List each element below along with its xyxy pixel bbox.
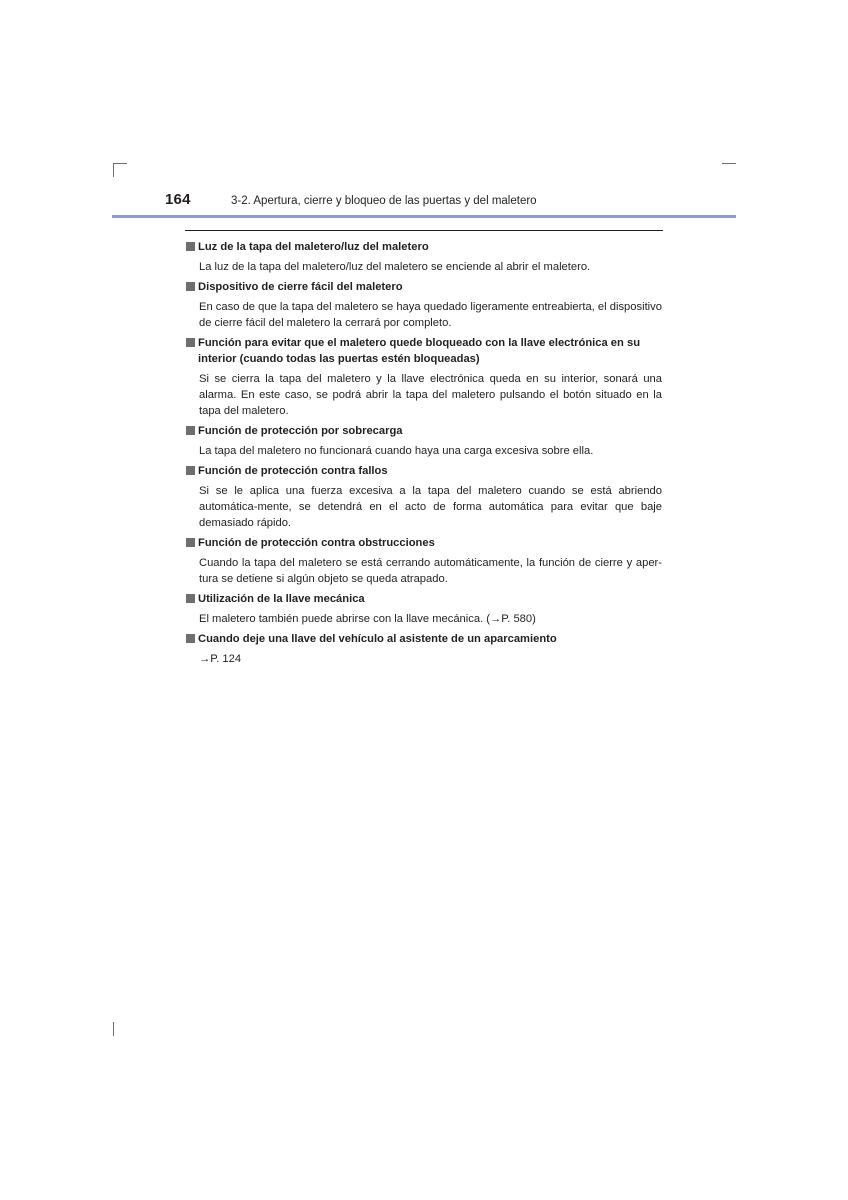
section-body: Si se cierra la tapa del maletero y la llave electrónica queda en su interior, sonará una alarma. En este caso, se podrá abrir la tapa del maletero pulsando el botón situado en la tapa del maletero. (199, 373, 662, 417)
section-body: La luz de la tapa del maletero/luz del maletero se enciende al abrir el maletero. (199, 261, 591, 273)
crop-mark-top-right-horizontal (722, 163, 736, 164)
section-heading (186, 535, 662, 551)
square-bullet-icon (186, 594, 195, 603)
crop-mark-bottom-left-vertical (113, 1022, 114, 1036)
square-bullet-icon (186, 426, 195, 435)
section-trunk-light (186, 239, 662, 275)
section-heading (186, 335, 662, 367)
section-body: Cuando la tapa del maletero se está cerrando automáticamente, la función de cierre y aper-tura se detiene si algún objeto se queda atrapado. (199, 557, 662, 585)
content-top-rule (185, 230, 663, 231)
square-bullet-icon (186, 282, 195, 291)
section-heading (186, 423, 662, 439)
section-heading-text: Función para evitar que el maletero quede bloqueado con la llave electrónica en su interior (cuando todas las puertas estén bloqueadas) (198, 337, 641, 365)
crop-mark-top-left-vertical (113, 163, 114, 177)
section-valet-key (186, 631, 662, 667)
content-area (186, 239, 662, 671)
section-obstruction-protection (186, 535, 662, 587)
crop-mark-top-left-horizontal (113, 163, 127, 164)
section-heading-text: Dispositivo de cierre fácil del maletero (198, 281, 403, 293)
section-heading-text: Función de protección contra fallos (198, 465, 388, 477)
header-rule (112, 215, 736, 218)
section-heading (186, 279, 662, 295)
section-heading-text: Función de protección contra obstrucciones (198, 537, 435, 549)
section-heading (186, 463, 662, 479)
square-bullet-icon (186, 338, 195, 347)
section-mechanical-key (186, 591, 662, 627)
section-easy-close (186, 279, 662, 331)
square-bullet-icon (186, 634, 195, 643)
section-body: Si se le aplica una fuerza excesiva a la tapa del maletero cuando se está abriendo automática-mente, se detendrá en el acto de forma automática para evitar que baje demasiado rápido. (199, 485, 662, 529)
section-heading-text: Utilización de la llave mecánica (198, 593, 365, 605)
section-body: En caso de que la tapa del maletero se haya quedado ligeramente entreabierta, el dispositivo de cierre fácil del maletero la cerrará por completo. (199, 301, 662, 329)
page-number: 164 (165, 191, 191, 208)
square-bullet-icon (186, 466, 195, 475)
section-heading-text: Luz de la tapa del maletero/luz del maletero (198, 241, 429, 253)
section-body: →P. 124 (199, 653, 242, 665)
section-heading (186, 631, 662, 647)
section-key-lockout-prevention (186, 335, 662, 419)
section-title: 3-2. Apertura, cierre y bloqueo de las puertas y del maletero (231, 195, 537, 207)
section-overload-protection (186, 423, 662, 459)
section-heading (186, 239, 662, 255)
section-body: El maletero también puede abrirse con la llave mecánica. (→P. 580) (199, 613, 536, 625)
section-body: La tapa del maletero no funcionará cuando haya una carga excesiva sobre ella. (199, 445, 594, 457)
square-bullet-icon (186, 538, 195, 547)
section-heading-text: Cuando deje una llave del vehículo al asistente de un aparcamiento (198, 633, 557, 645)
section-heading (186, 591, 662, 607)
square-bullet-icon (186, 242, 195, 251)
section-failsafe-protection (186, 463, 662, 531)
section-heading-text: Función de protección por sobrecarga (198, 425, 403, 437)
